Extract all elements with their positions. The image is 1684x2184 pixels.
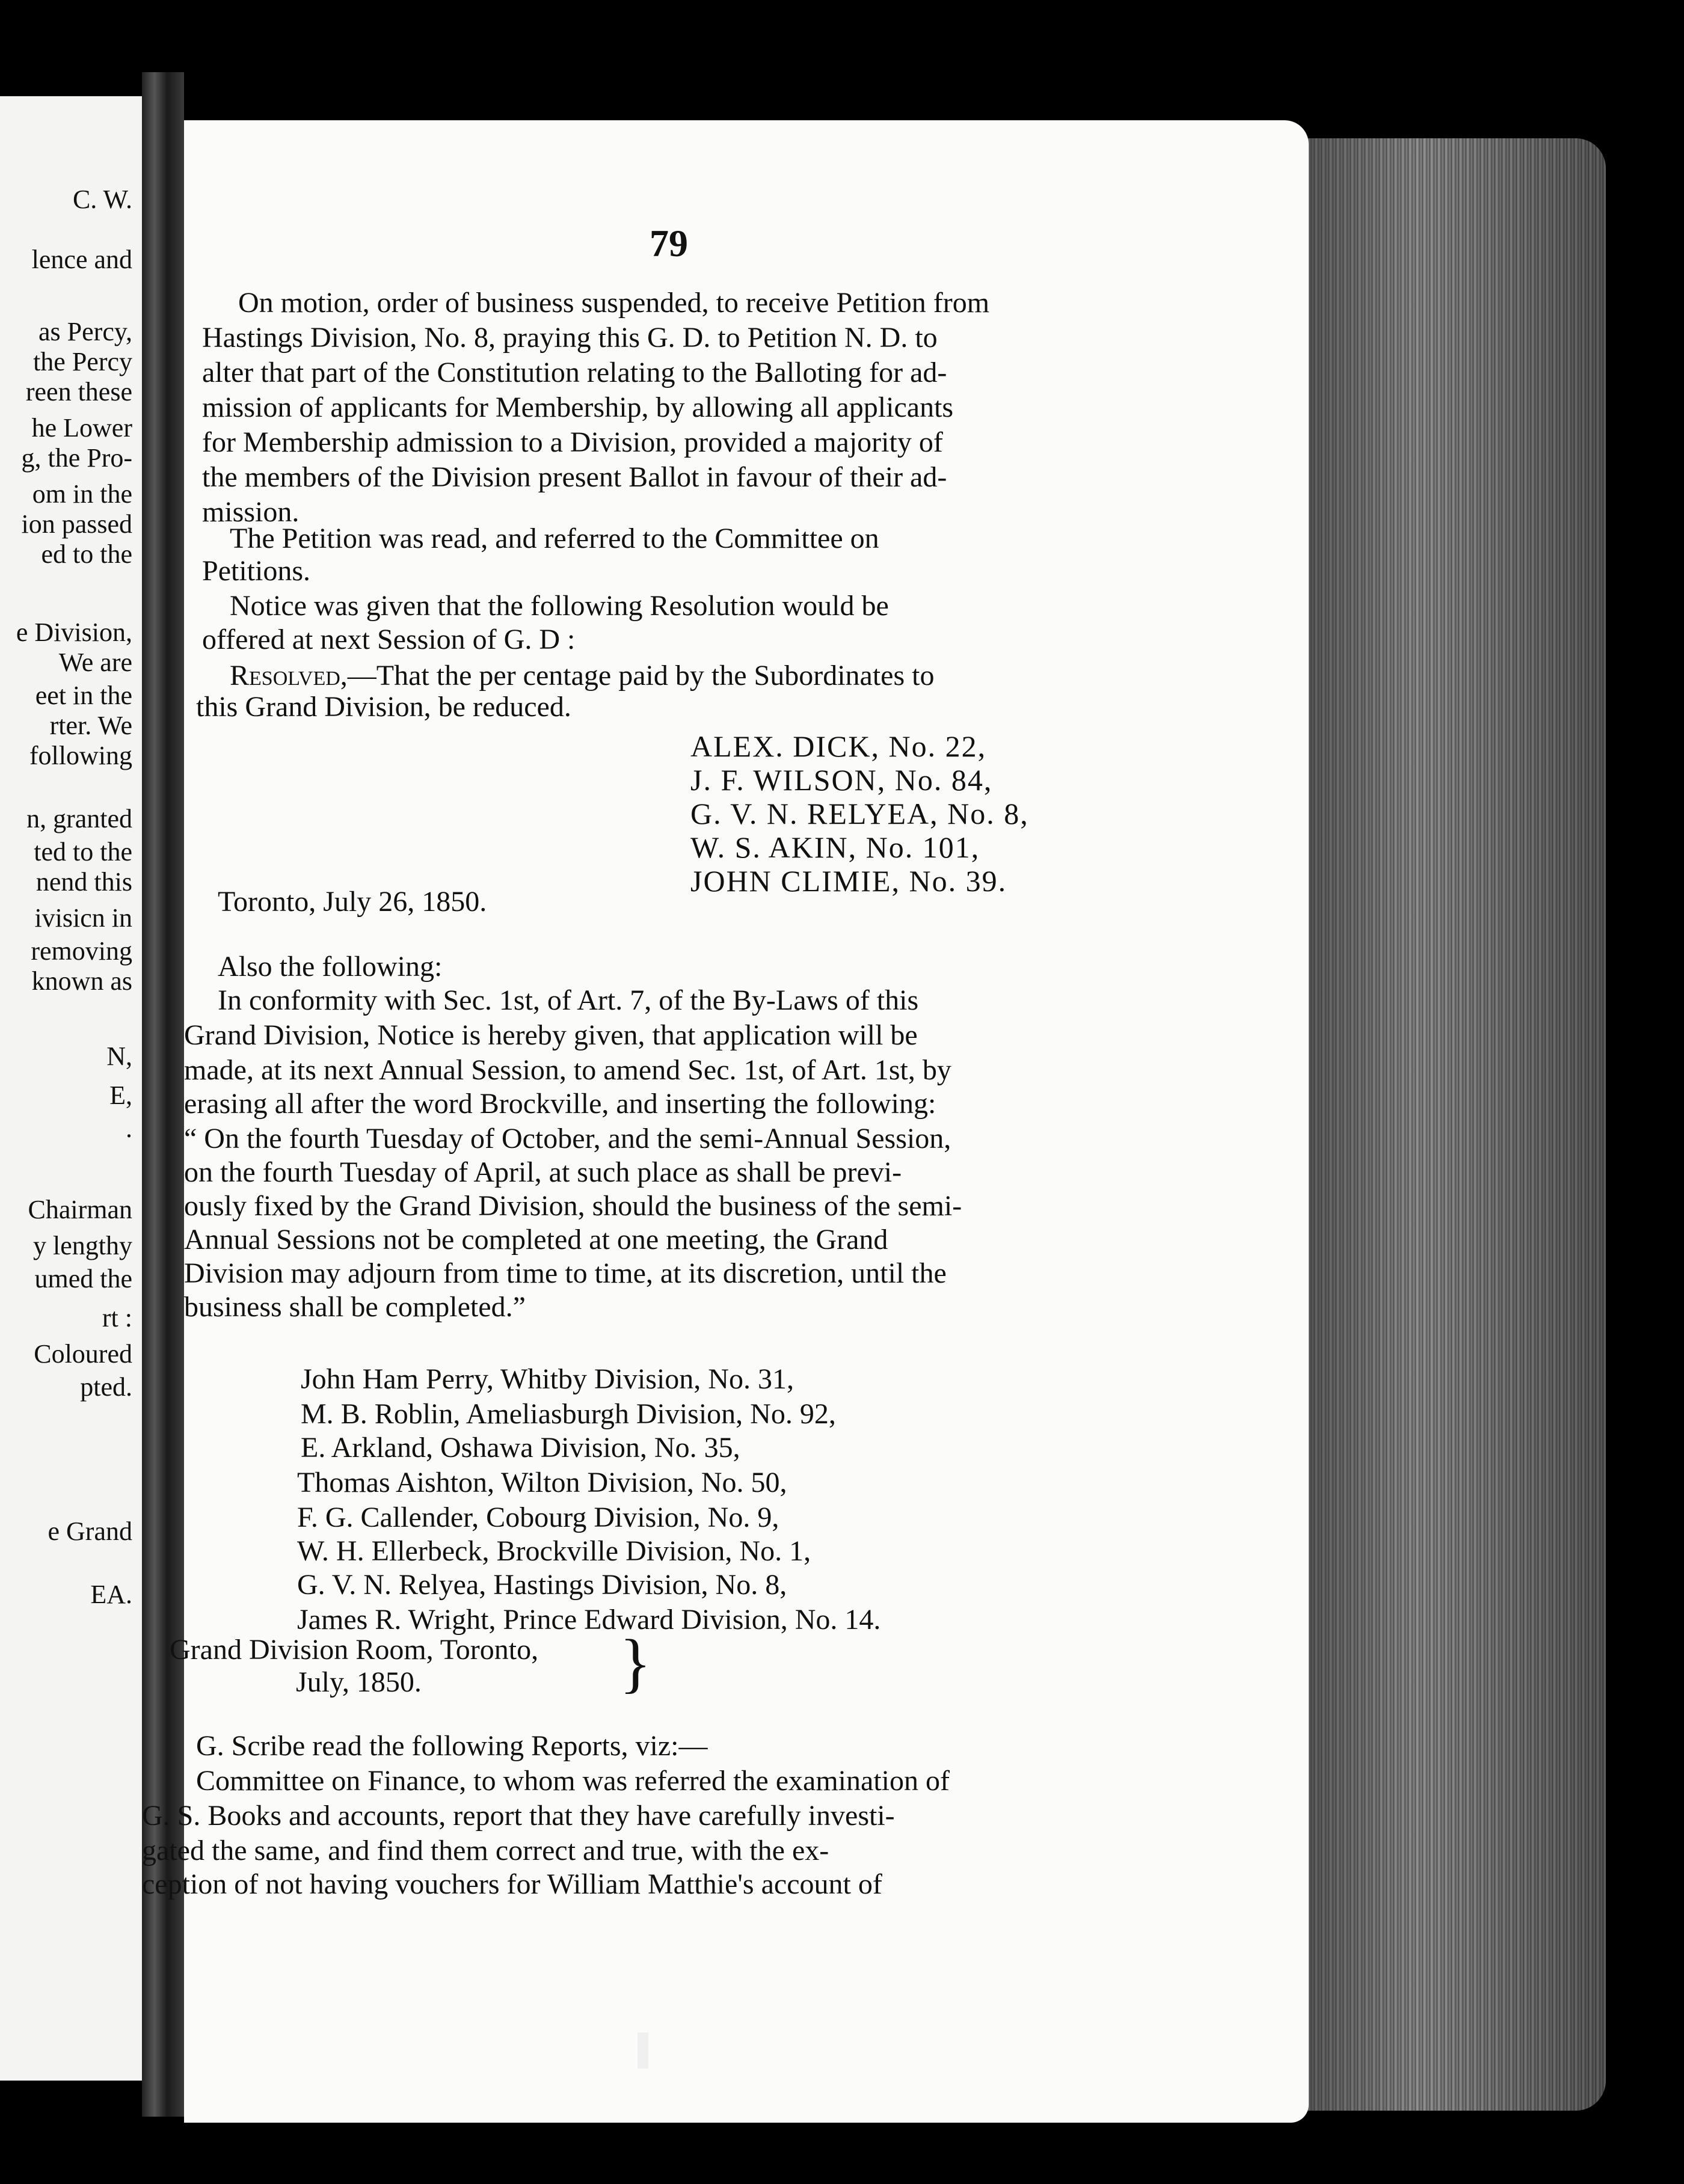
facing-page-line: eet in the [35,681,132,710]
resolution-text: —That the per centage paid by the Subordinates to [347,660,935,692]
text-line: Notice was given that the following Resolution would be [230,590,889,622]
resolution-line [230,661,934,690]
text-line: alter that part of the Constitution relating to the Balloting for ad- [202,357,947,388]
scan-speck [638,2032,648,2069]
facing-page-line: umed the [34,1264,132,1293]
text-line: In conformity with Sec. 1st, of Art. 7, of the By-Laws of this [218,984,919,1016]
resolved-label: Resolved, [230,660,348,692]
signer-line: G. V. N. RELYEA, No. 8, [690,797,1029,830]
text-line: On motion, order of business suspended, to receive Petition from [238,287,990,319]
text-line: mission of applicants for Membership, by allowing all applicants [202,391,954,423]
page-number: 79 [650,222,688,265]
text-line: “ On the fourth Tuesday of October, and the semi-Annual Session, [184,1123,951,1155]
text-line: Committee on Finance, to whom was referred the examination of [196,1765,950,1797]
text-line: Division may adjourn from time to time, at its discretion, until the [184,1257,947,1289]
signer-line: James R. Wright, Prince Edward Division, No. 14. [297,1604,881,1636]
text-line: erasing all after the word Brockville, and inserting the following: [184,1088,936,1120]
page-edges-shadow [1293,138,1606,2111]
facing-page-fragment [0,96,142,2081]
facing-page-line: om in the [32,479,132,509]
dateline: Toronto, July 26, 1850. [218,886,487,918]
text-line: the members of the Division present Ballot in favour of their ad- [202,461,947,493]
text-line: on the fourth Tuesday of April, at such place as shall be previ- [184,1156,902,1188]
text-line: Grand Division, Notice is hereby given, that application will be [184,1019,918,1051]
text-line: ception of not having vouchers for William Matthie's account of [142,1868,882,1900]
text-line: Also the following: [218,951,443,983]
signer-line: John Ham Perry, Whitby Division, No. 31, [301,1363,794,1395]
facing-page-line: reen these [25,377,132,406]
facing-page-line: Coloured [34,1339,132,1369]
text-line: Petitions. [202,555,311,587]
facing-page-line: EA. [90,1580,132,1609]
text-line: offered at next Session of G. D : [202,624,576,655]
signer-line: G. V. N. Relyea, Hastings Division, No. 8, [297,1569,787,1601]
facing-page-line: e Division, [16,618,132,647]
signer-line: E. Arkland, Oshawa Division, No. 35, [301,1432,740,1464]
text-line: this Grand Division, be reduced. [196,691,571,723]
facing-page-line: ed to the [41,539,132,569]
facing-page-line: nend this [35,867,132,897]
facing-page-line: y lengthy [33,1231,132,1260]
facing-page-line: e Grand [48,1517,132,1546]
text-line: gated the same, and find them correct and true, with the ex- [142,1835,829,1867]
text-line: Annual Sessions not be completed at one meeting, the Grand [184,1224,888,1256]
signer-line: W. S. AKIN, No. 101, [690,830,980,864]
signer-line: F. G. Callender, Cobourg Division, No. 9, [297,1502,779,1533]
place-date: July, 1850. [296,1666,422,1698]
brace-symbol: } [619,1626,651,1699]
facing-page-line: n, granted [26,804,132,833]
text-line: Hastings Division, No. 8, praying this G. D. to Petition N. D. to [202,322,938,354]
facing-page-line: removing [31,936,132,966]
facing-page-line: he Lower [31,413,132,443]
facing-page-line: We are [58,648,132,677]
text-line: G. Scribe read the following Reports, viz:— [196,1730,708,1762]
facing-page-line: C. W. [72,185,132,214]
facing-page-line: lence and [31,245,132,274]
facing-page-line: E, [109,1081,132,1110]
facing-page-line: ivisicn in [34,903,132,933]
signer-line: JOHN CLIMIE, No. 39. [690,864,1007,898]
text-line: for Membership admission to a Division, provided a majority of [202,426,943,458]
signer-line: ALEX. DICK, No. 22, [690,729,987,763]
facing-page-line: pted. [80,1372,132,1402]
facing-page-line: N, [106,1041,132,1071]
facing-page-line: known as [31,966,132,996]
facing-page-line: Chairman [28,1195,132,1224]
facing-page-line: following [29,741,132,770]
place-line: Grand Division Room, Toronto, [170,1634,539,1666]
signer-line: J. F. WILSON, No. 84, [690,763,993,797]
signer-line: M. B. Roblin, Ameliasburgh Division, No. 92, [301,1398,836,1430]
text-line: made, at its next Annual Session, to amend Sec. 1st, of Art. 1st, by [184,1054,951,1086]
facing-page-line: rter. We [49,711,132,740]
facing-page-line: g, the Pro- [21,443,132,473]
text-line: The Petition was read, and referred to the Committee on [230,523,879,554]
text-line: business shall be completed.” [184,1291,526,1323]
facing-page-line: ion passed [21,509,132,539]
facing-page-line: the Percy [33,347,132,376]
text-line: ously fixed by the Grand Division, should the business of the semi- [184,1190,962,1222]
text-line: mission. [202,496,300,528]
facing-page-line: . [126,1114,132,1143]
facing-page-line: as Percy, [38,317,132,346]
signer-line: W. H. Ellerbeck, Brockville Division, No. 1, [297,1535,811,1567]
facing-page-line: rt : [102,1303,132,1333]
facing-page-line: ted to the [34,837,132,867]
text-line: G. S. Books and accounts, report that they have carefully investi- [142,1800,895,1832]
signer-line: Thomas Aishton, Wilton Division, No. 50, [297,1467,787,1498]
